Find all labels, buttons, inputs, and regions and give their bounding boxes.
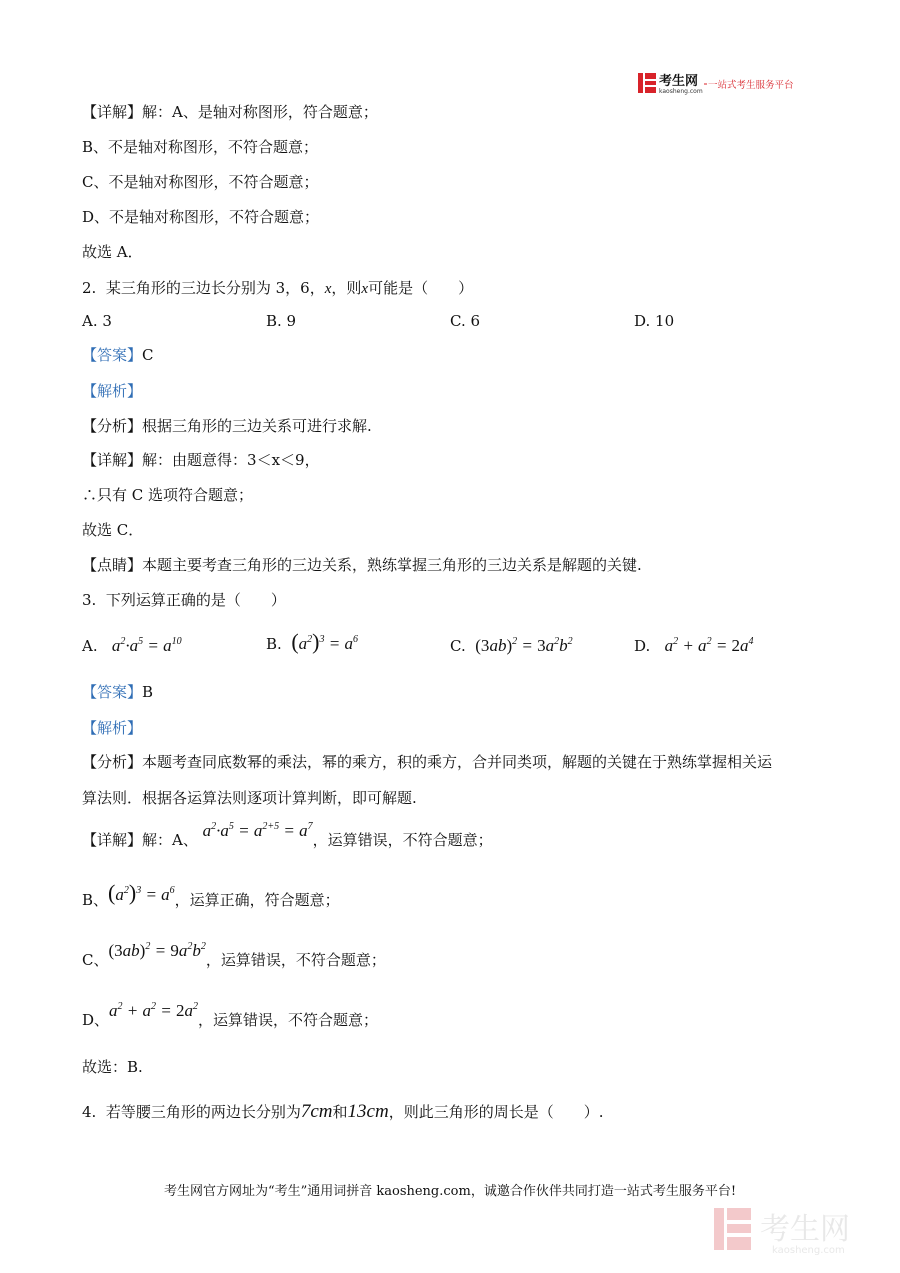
q2-dianjing: 【点睛】本题主要考查三角形的三边关系，熟练掌握三角形的三边关系是解题的关键. xyxy=(82,556,642,574)
q3-option-a: A. $a^2\cdot a^5 = a^{10}$ xyxy=(82,636,182,655)
q3-option-d-formula: $a^2 + a^2 = 2a^4$ xyxy=(664,636,754,655)
q2-option-c: C. 6 xyxy=(450,312,481,330)
q1-conclusion: 故选 A． xyxy=(82,243,143,261)
q3-fenxi-2: 算法则．根据各运算法则逐项计算判断，即可解题. xyxy=(82,789,417,807)
q2-stem: 2. 某三角形的三边长分别为 3，6，x，则x可能是（ ） xyxy=(82,279,474,297)
q2-therefore: ∴只有 C 选项符合题意； xyxy=(82,486,254,504)
svg-text:kaosheng.com: kaosheng.com xyxy=(772,1245,845,1256)
q2-option-d: D. 10 xyxy=(634,312,675,330)
svg-text:考生网: 考生网 xyxy=(760,1212,850,1247)
q3-analysis-label: 【解析】 xyxy=(82,719,143,737)
q2-option-b: B. 9 xyxy=(266,312,297,330)
footer-text: 考生网官方网址为“考生”通用词拼音 kaosheng.com，诚邀合作伙伴共同打造一站式考生服务平台! xyxy=(163,1184,737,1199)
q1-line-b: B、不是轴对称图形，不符合题意； xyxy=(82,138,319,156)
kaosheng-logo xyxy=(638,70,828,96)
q2-answer: 【答案】C xyxy=(82,346,154,364)
q3-detail-d-formula: $a^2 + a^2 = 2a^2$ xyxy=(109,1001,198,1020)
q3-option-c: C. $(3ab)^2 = 3a^2b^2$ xyxy=(450,636,573,655)
q3-detail-b-formula: $(a^2)^3 = a^6$ xyxy=(108,880,175,905)
q2-analysis-label: 【解析】 xyxy=(82,382,143,400)
q3-detail-a: 【详解】解：A、 $a^2\cdot a^5 = a^{2+5} = a^7$，运算错误，不符合题意； xyxy=(82,821,493,849)
svg-text:kaosheng.com: kaosheng.com xyxy=(659,88,703,95)
q2-option-a: A. 3 xyxy=(82,312,112,330)
q3-fenxi-1: 【分析】本题考查同底数幂的乘法，幂的乘方，积的乘方，合并同类项，解题的关键在于熟练掌握相关运 xyxy=(82,753,773,771)
svg-text:一站式考生服务平台: 一站式考生服务平台 xyxy=(708,80,794,91)
q3-detail-d: D、$a^2 + a^2 = 2a^2$，运算错误，不符合题意； xyxy=(82,1001,379,1029)
q3-option-a-formula: $a^2\cdot a^5 = a^{10}$ xyxy=(111,636,182,655)
q3-answer: 【答案】B xyxy=(82,683,154,701)
q1-line-c: C、不是轴对称图形，不符合题意； xyxy=(82,173,319,191)
q3-detail-b: B、$(a^2)^3 = a^6$，运算正确，符合题意； xyxy=(82,880,340,909)
kaosheng-watermark xyxy=(712,1203,887,1258)
q4-stem: 4. 若等腰三角形的两边长分别为7cm和13cm，则此三角形的周长是（ ）. xyxy=(82,1101,604,1122)
q3-detail-a-formula: $a^2\cdot a^5 = a^{2+5} = a^7$ xyxy=(202,821,313,840)
q3-stem: 3. 下列运算正确的是（ ） xyxy=(82,591,286,609)
q3-detail-c-formula: $(3ab)^2 = 9a^2b^2$ xyxy=(108,941,206,960)
svg-text:考生网: 考生网 xyxy=(659,74,699,89)
q3-option-d: D. $a^2 + a^2 = 2a^4$ xyxy=(634,636,754,655)
q3-option-b-formula: $(a^2)^3 = a^6$ xyxy=(291,629,358,654)
q3-option-b: B. $(a^2)^3 = a^6$ xyxy=(266,629,358,654)
q2-fenxi: 【分析】根据三角形的三边关系可进行求解. xyxy=(82,417,372,435)
q3-option-c-formula: $(3ab)^2 = 3a^2b^2$ xyxy=(475,636,573,655)
q3-detail-c: C、$(3ab)^2 = 9a^2b^2$，运算错误，不符合题意； xyxy=(82,941,386,969)
q2-conclusion: 故选 C． xyxy=(82,521,144,539)
q1-detail-a: 【详解】解：A、是轴对称图形，符合题意； xyxy=(82,103,378,121)
q3-conclusion: 故选：B. xyxy=(82,1058,143,1076)
q1-line-d: D、不是轴对称图形，不符合题意； xyxy=(82,208,320,226)
q2-detail: 【详解】解：由题意得：3＜x＜9， xyxy=(82,451,320,469)
